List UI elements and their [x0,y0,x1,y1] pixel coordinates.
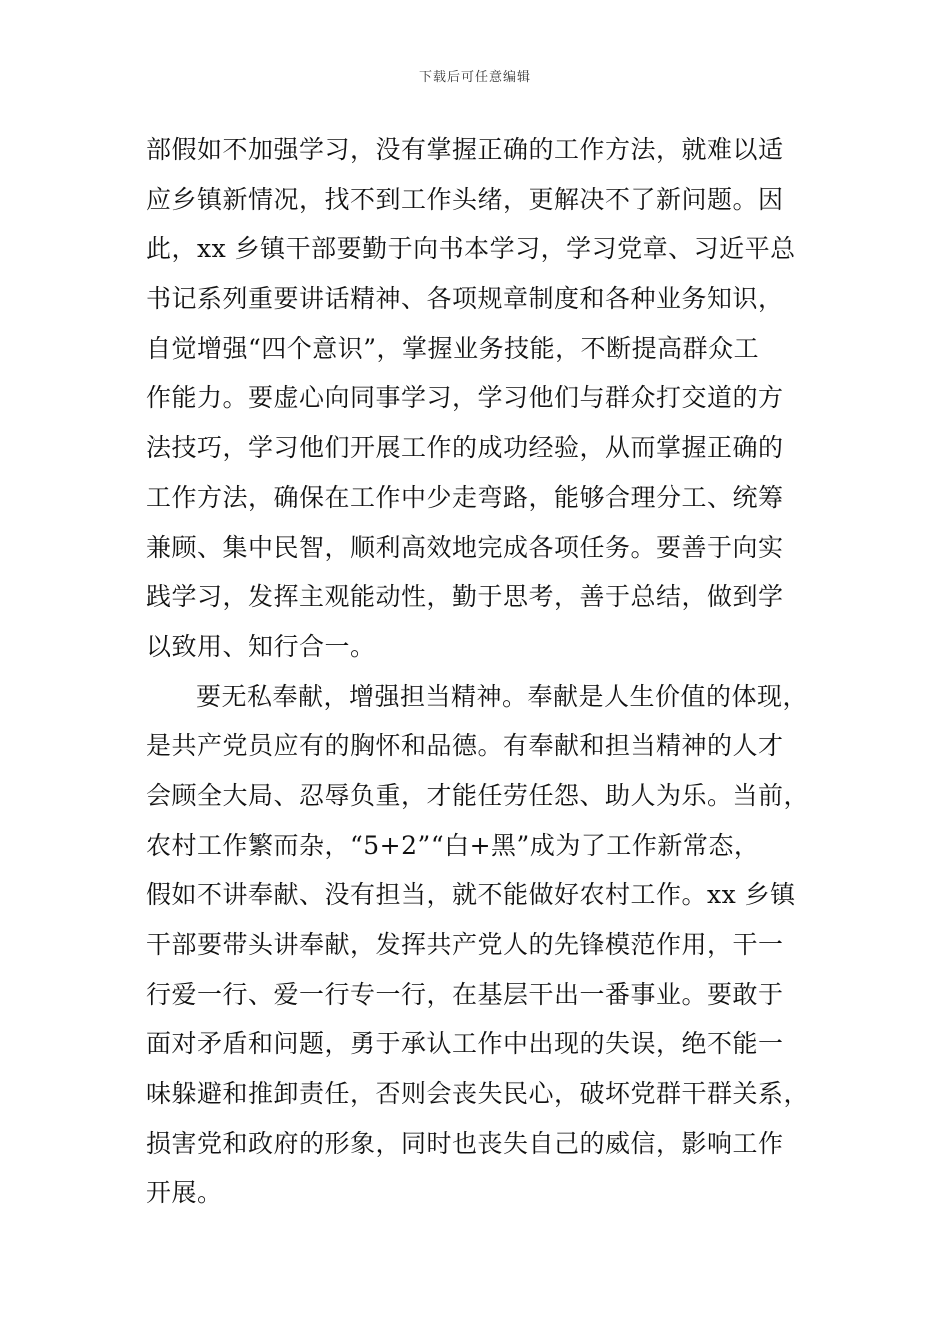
text-line: 自觉增强“四个意识”，掌握业务技能，不断提高群众工 [146,333,760,363]
body-text [146,125,810,1218]
text-line: 开展。 [146,1178,223,1208]
text-line: 行爱一行、爱一行专一行，在基层干出一番事业。要敢于 [146,979,784,1009]
paragraph-1 [146,125,798,672]
text-line: 味躲避和推卸责任，否则会丧失民心，破坏党群干群关系， [146,1079,810,1109]
text-line: 会顾全大局、忍辱负重，才能任劳任怨、助人为乐。当前， [146,780,810,810]
text-line: 要无私奉献，增强担当精神。奉献是人生价值的体现， [196,681,809,711]
text-line: 部假如不加强学习，没有掌握正确的工作方法，就难以适 [146,135,784,164]
text-line: 践学习，发挥主观能动性，勤于思考，善于总结，做到学 [146,582,784,612]
text-line: 农村工作繁而杂，“5+2”“白+黑”成为了工作新常态， [146,830,760,860]
text-line: 是共产党员应有的胸怀和品德。有奉献和担当精神的人才 [146,731,784,761]
text-line: 损害党和政府的形象，同时也丧失自己的威信，影响工作 [146,1128,784,1158]
header-note: 下载后可任意编辑 [418,70,531,85]
text-line: 以致用、知行合一。 [146,631,376,661]
text-line: 书记系列重要讲话精神、各项规章制度和各种业务知识， [146,284,784,314]
text-line: 干部要带头讲奉献，发挥共产党人的先锋模范作用，干一 [146,930,784,959]
text-line: 假如不讲奉献、没有担当，就不能做好农村工作。xx 乡镇 [146,880,796,910]
text-line: 此，xx 乡镇干部要勤于向书本学习，学习党章、习近平总 [146,234,796,264]
paragraph-2 [146,672,810,1219]
text-line: 面对矛盾和问题，勇于承认工作中出现的失误，绝不能一 [146,1029,784,1059]
text-line: 工作方法，确保在工作中少走弯路，能够合理分工、统筹 [146,482,784,512]
text-line: 法技巧，学习他们开展工作的成功经验，从而掌握正确的 [146,433,784,463]
text-line: 兼顾、集中民智，顺利高效地完成各项任务。要善于向实 [146,532,784,562]
text-line: 应乡镇新情况，找不到工作头绪，更解决不了新问题。因 [146,184,784,214]
text-line: 作能力。要虚心向同事学习，学习他们与群众打交道的方 [146,383,784,413]
